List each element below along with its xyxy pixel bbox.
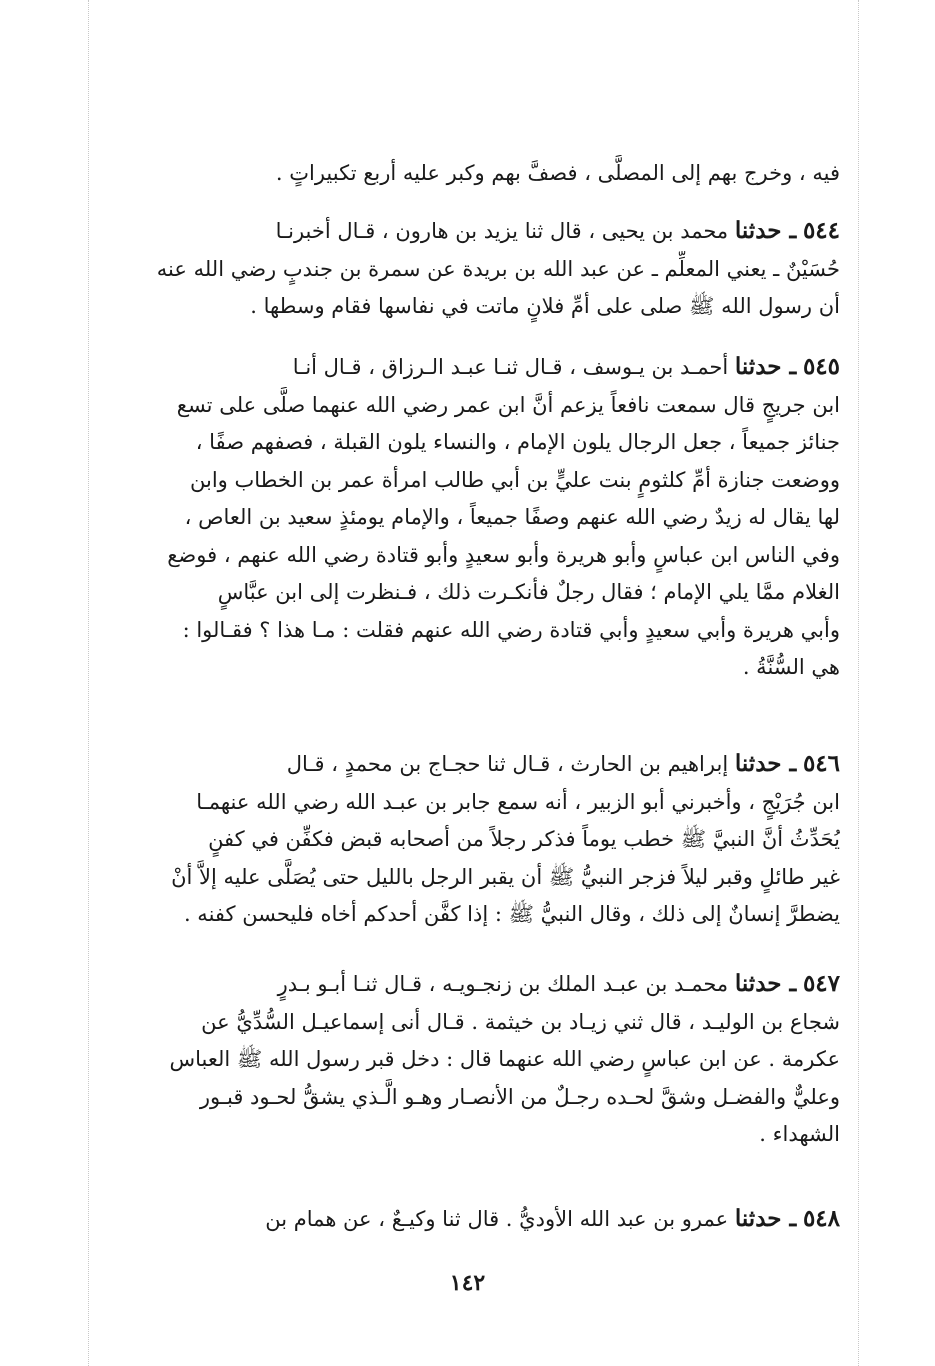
text-line: حُسَيْنٌ ـ يعني المعلِّم ـ عن عبد الله بن بريدة عن سمرة بن جندبٍ رضي الله عنه — [156, 256, 840, 281]
hadith-number: ٥٤٨ — [802, 1205, 840, 1232]
text-line: هي السُّنَّةُ . — [742, 655, 840, 679]
text-line: غير طائلٍ وقبر ليلاً فزجر النبيُّ ﷺ أن يقبر الرجل بالليل حتى يُصَلَّى عليه إلاَّ أنْ — [171, 864, 840, 889]
text-line: يضطرَّ إنسانٌ إلى ذلك ، وقال النبيُّ ﷺ : إذا كفَّن أحدكم أخاه فليحسن كفنه . — [183, 902, 840, 926]
text-line: عكرمة . عن ابن عباسٍ رضي الله عنهما قال : دخل قبر رسول الله ﷺ العباس — [169, 1047, 840, 1071]
text-line: ووضعت جنازة أمِّ كلثومٍ بنت عليٍّ بن أبي طالب امرأة عمر بن الخطاب وابن — [190, 467, 840, 492]
text-line: وعليٌّ والفضـل وشقَّ لحـده رجـلٌ من الأنصـار وهـو الَّـذي يشقُّ لحـود قبـور — [199, 1084, 840, 1109]
hadith-548 — [130, 1200, 840, 1239]
text-line: ابن جريجٍ قال سمعت نافعاً يزعم أنَّ ابن عمر رضي الله عنهما صلَّى على تسع — [176, 392, 840, 417]
hadith-number: ٥٤٤ — [802, 217, 840, 244]
haddathana-keyword: حدثنا — [734, 750, 782, 777]
hadith-545 — [130, 348, 840, 687]
scan-artifact-line — [858, 0, 859, 1366]
text-line: وأبي هريرة وأبي سعيدٍ وأبي قتادة رضي الله عنهم فقلت : مـا هذا ؟ فقـالوا : — [182, 617, 840, 642]
text-line: شجاع بن الوليـد ، قال ثني زيـاد بن خيثمة . قـال أنى إسماعيـل السُّدِّيُّ عن — [201, 1009, 840, 1034]
text-line: ابن جُرَيْجٍ ، وأخبرني أبو الزبير ، أنه سمع جابر بن عبـد الله رضي الله عنهمـا — [196, 789, 840, 814]
text-line: وفي الناس ابن عباسٍ وأبو هريرة وأبو سعيدٍ وأبو قتادة رضي الله عنهم ، فوضع — [167, 542, 840, 567]
hadith-number: ٥٤٦ — [802, 750, 840, 777]
text-line: أن رسول الله ﷺ صلى على أمِّ فلانٍ ماتت في نفاسها فقام وسطها . — [250, 294, 840, 318]
hadith-number: ٥٤٥ — [802, 353, 840, 380]
hadith-number: ٥٤٧ — [802, 970, 840, 997]
text-line: عمرو بن عبد الله الأوديُّ . قال ثنا وكيـعٌ ، عن همام بن — [265, 1207, 729, 1231]
haddathana-keyword: حدثنا — [734, 970, 782, 997]
scan-artifact-line — [88, 0, 89, 1366]
text-line: محمد بن يحيى ، قال ثنا يزيد بن هارون ، قـال أخبرنـا — [275, 219, 729, 243]
text-line: إبراهيم بن الحارث ، قـال ثنا حجـاج بن محمدٍ ، قـال — [286, 752, 729, 776]
text-line: لها يقال له زيدٌ رضي الله عنهم وصفًا جميعاً ، والإمام يومئذٍ سعيد بن العاص ، — [184, 505, 840, 529]
haddathana-keyword: حدثنا — [734, 353, 782, 380]
text-line-first: ٥٤٦ ـ حدثنا إبراهيم بن الحارث ، قـال ثنا حجـاج بن محمدٍ ، قـال — [286, 750, 840, 777]
haddathana-keyword: حدثنا — [734, 1205, 782, 1232]
text-line: محمـد بن عبـد الملك بن زنجـويـه ، قـال ثنـا أبـو بـدرٍ — [277, 972, 729, 996]
text-line-first: ٥٤٨ ـ حدثنا عمرو بن عبد الله الأوديُّ . قال ثنا وكيـعٌ ، عن همام بن — [265, 1205, 840, 1232]
text-line: يُحَدِّثُ أنَّ النبيَّ ﷺ خطب يوماً فذكر رجلاً من أصحابه قبض فكفِّن في كفنٍ — [208, 827, 840, 851]
text-line-first: ٥٤٥ ـ حدثنا أحمـد بن يـوسف ، قـال ثنـا عبـد الـرزاق ، قـال أنـا — [292, 353, 840, 380]
hadith-547 — [130, 965, 840, 1154]
hadith-544 — [130, 212, 840, 326]
text-line-first: ٥٤٧ ـ حدثنا محمـد بن عبـد الملك بن زنجـويـه ، قـال ثنـا أبـو بـدرٍ — [277, 970, 840, 997]
text-line-first: ٥٤٤ ـ حدثنا محمد بن يحيى ، قال ثنا يزيد بن هارون ، قـال أخبرنـا — [275, 217, 840, 244]
paragraph-continuation — [130, 155, 840, 193]
haddathana-keyword: حدثنا — [734, 217, 782, 244]
text-line: فيه ، وخرج بهم إلى المصلَّى ، فصفَّ بهم وكبر عليه أربع تكبيراتٍ . — [275, 161, 840, 185]
text-line: جنائز جميعاً ، جعل الرجال يلون الإمام ، والنساء يلون القبلة ، فصفهم صفًا ، — [195, 430, 840, 454]
text-line: الشهداء . — [759, 1122, 840, 1146]
text-line: الغلام ممَّا يلي الإمام ؛ فقال رجلٌ فأنكـرت ذلك ، فـنظرت إلى ابن عبَّاسٍ — [217, 580, 840, 604]
text-line: أحمـد بن يـوسف ، قـال ثنـا عبـد الـرزاق ، قـال أنـا — [292, 355, 729, 379]
page-number: ١٤٢ — [449, 1270, 486, 1296]
hadith-546 — [130, 745, 840, 934]
